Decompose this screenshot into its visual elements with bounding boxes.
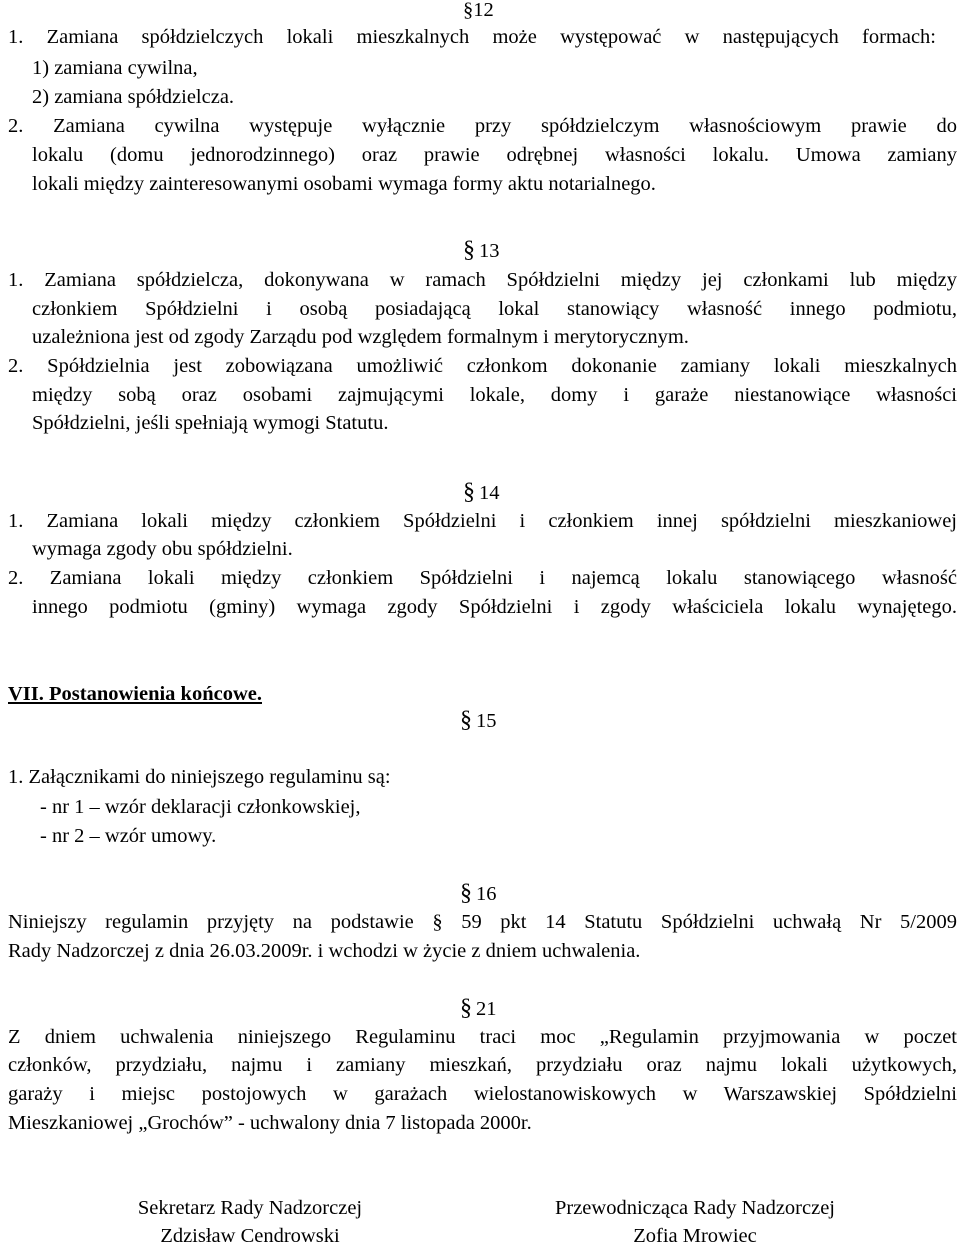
signature-right-title: Przewodnicząca Rady Nadzorczej [554,1197,835,1219]
s15-line-1: 1. Załącznikami do niniejszego regulaminu są: [8,766,391,788]
section-21-heading: § 21 [460,995,497,1021]
s21-line-2: członków, przydziału, najmu i zamiany mieszkań, przydziału oraz najmu lokali użytkowych, [8,1054,957,1076]
signature-right [510,1194,880,1250]
s14-line-2: wymaga zgody obu spółdzielni. [32,538,293,560]
section-sign-icon: § [460,880,472,906]
s12-line-4: 2. Zamiana cywilna występuje wyłącznie przy spółdzielczym własnościowym prawie do [8,115,957,137]
s14-line-1: 1. Zamiana lokali między członkiem Spółdzielni i członkiem innej spółdzielni mieszkaniowej [8,510,957,532]
section-12-heading: §12 [463,0,494,21]
s14-line-4: innego podmiotu (gminy) wymaga zgody Spółdzielni i zgody właściciela lokalu wynajętego. [32,596,957,618]
signature-right-name: Zofia Mrowiec [633,1225,757,1247]
s14-line-3: 2. Zamiana lokali między członkiem Spółdzielni i najemcą lokalu stanowiącego własność [8,567,957,589]
s12-line-5: lokalu (domu jednorodzinnego) oraz prawie odrębnej własności lokalu. Umowa zamiany [32,144,957,166]
s12-line-2: 1) zamiana cywilna, [32,57,198,79]
section-sign-icon: § [460,707,472,733]
s13-line-5: między sobą oraz osobami zajmującymi lokale, domy i garaże niestanowiące własności [32,384,957,406]
s13-line-4: 2. Spółdzielnia jest zobowiązana umożliwić członkom dokonanie zamiany lokali mieszkalnych [8,355,957,377]
signature-left-title: Sekretarz Rady Nadzorczej [137,1197,363,1219]
s12-line-1: 1. Zamiana spółdzielczych lokali mieszkalnych może występować w następujących formach: [8,26,936,48]
s16-line-2: Rady Nadzorczej z dnia 26.03.2009r. i wchodzi w życie z dniem uchwalenia. [8,940,641,962]
s13-line-1: 1. Zamiana spółdzielcza, dokonywana w ramach Spółdzielni między jej członkami lub między [8,269,957,291]
s21-line-4: Mieszkaniowej „Grochów” - uchwalony dnia 7 listopada 2000r. [8,1112,532,1134]
s21-line-3: garaży i miejsc postojowych w garażach wielostanowiskowych w Warszawskiej Spółdzielni [8,1083,957,1105]
s13-line-2: członkiem Spółdzielni i osobą posiadającą lokal stanowiący własność innego podmiotu, [32,298,957,320]
section-sign-icon: § [460,995,472,1021]
section-13-heading: § 13 [463,237,500,263]
s15-line-3: - nr 2 – wzór umowy. [40,825,217,847]
section-15-heading: § 15 [460,707,497,733]
section-14-heading: § 14 [463,479,500,505]
s15-line-2: - nr 1 – wzór deklaracji członkowskiej, [40,796,361,818]
s12-line-3: 2) zamiana spółdzielcza. [32,86,235,108]
signature-left [90,1194,410,1250]
signature-left-name: Zdzisław Cendrowski [160,1225,340,1247]
s13-line-6: Spółdzielni, jeśli spełniają wymogi Statutu. [32,412,389,434]
section-sign-icon: § [463,237,475,263]
s21-line-1: Z dniem uchwalenia niniejszego Regulaminu traci moc „Regulamin przyjmowania w poczet [8,1026,957,1048]
section-16-heading: § 16 [460,880,497,906]
s13-line-3: uzależniona jest od zgody Zarządu pod względem formalnym i merytorycznym. [32,326,689,348]
chapter-heading: VII. Postanowienia końcowe. [8,683,262,705]
s12-line-6: lokali między zainteresowanymi osobami wymaga formy aktu notarialnego. [32,173,656,195]
s16-line-1: Niniejszy regulamin przyjęty na podstawie § 59 pkt 14 Statutu Spółdzielni uchwałą Nr 5/2009 [8,911,957,933]
section-sign-icon: § [463,479,475,505]
